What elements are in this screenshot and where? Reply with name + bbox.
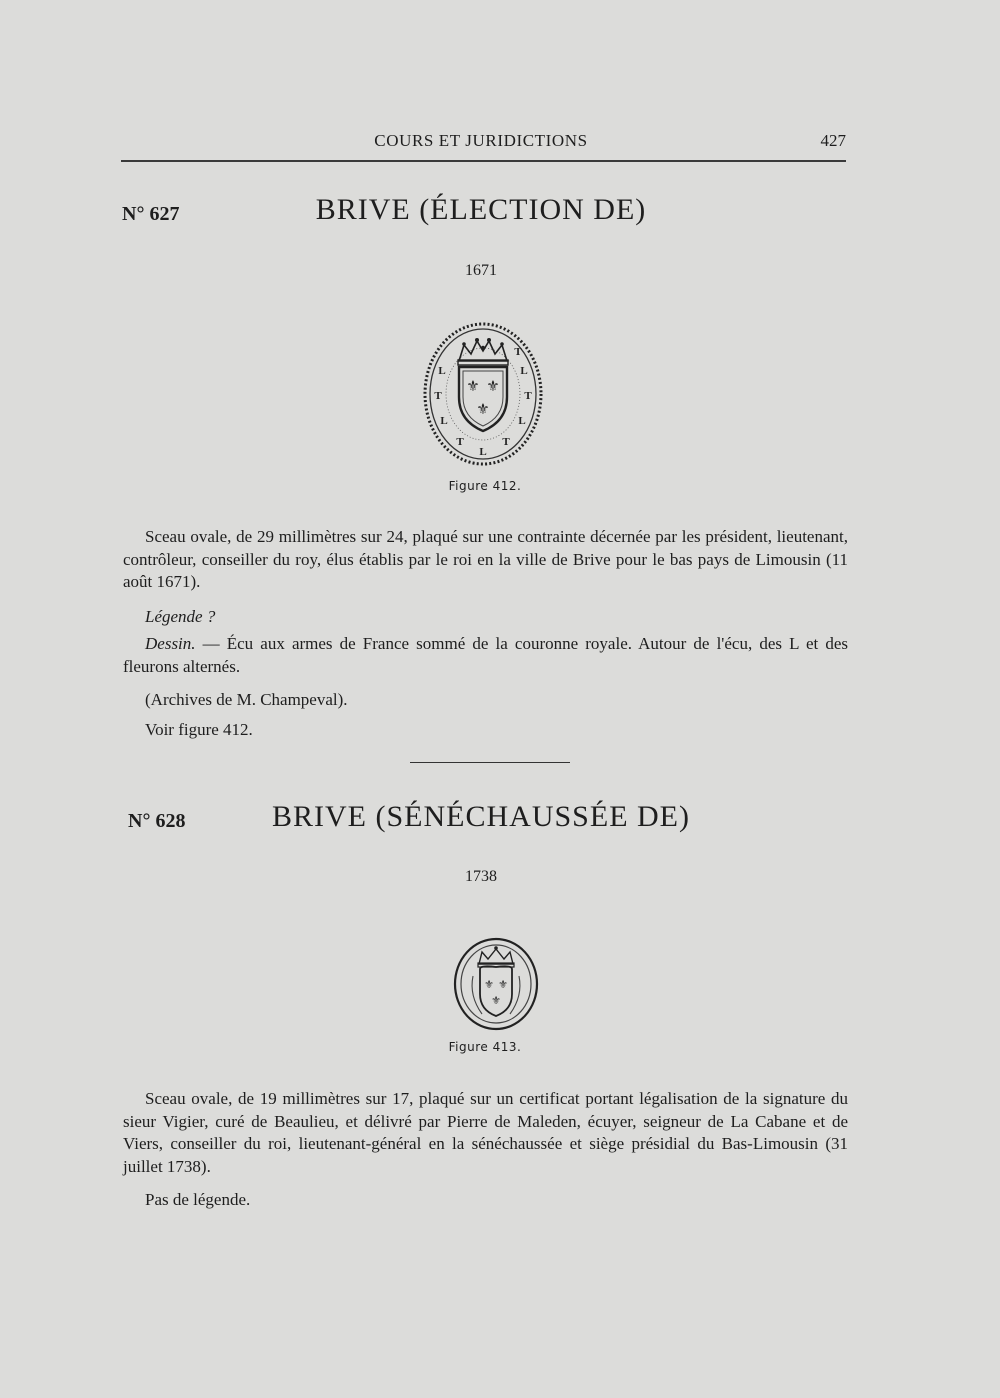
fleur-de-lis-icon bbox=[484, 978, 508, 1007]
running-title: COURS ET JURIDICTIONS bbox=[374, 131, 588, 150]
svg-text:⚜: ⚜ bbox=[484, 978, 494, 991]
seal-legend: Légende ? bbox=[145, 607, 216, 626]
seal-letter: T bbox=[502, 436, 510, 448]
page-number: 427 bbox=[820, 131, 846, 150]
svg-text:⚜: ⚜ bbox=[491, 994, 501, 1007]
svg-text:⚜: ⚜ bbox=[498, 978, 508, 991]
svg-text:⚜: ⚜ bbox=[486, 377, 500, 395]
entry-number: N° 627 bbox=[122, 203, 180, 225]
entry-year: 1671 bbox=[465, 262, 497, 279]
figure-caption: Figure 413. bbox=[448, 1040, 522, 1054]
seal-description: Sceau ovale, de 29 millimètres sur 24, plaqué sur une contrainte décernée par les président, lieutenant, contrôleur, conseiller du roy, élus établis par le roi en la ville de Brive pour le bas pays de Limousin (11 août 1671). bbox=[123, 527, 848, 591]
svg-text:⚜: ⚜ bbox=[476, 400, 490, 418]
drawing-label: Dessin. bbox=[145, 634, 196, 653]
seal-letter: L bbox=[518, 415, 526, 427]
crown-icon bbox=[478, 946, 514, 967]
header-rule bbox=[121, 160, 846, 162]
seal-letter: L bbox=[438, 365, 446, 377]
section-divider bbox=[410, 762, 570, 763]
seal-letter: T bbox=[456, 436, 464, 448]
seal-legend: Pas de légende. bbox=[145, 1190, 251, 1209]
see-figure: Voir figure 412. bbox=[145, 720, 253, 739]
seal-figure-413 bbox=[452, 936, 540, 1032]
seal-drawing bbox=[123, 633, 848, 678]
seal-letter: L bbox=[440, 415, 448, 427]
entry-title: BRIVE (ÉLECTION DE) bbox=[315, 193, 647, 226]
drawing-text: — Écu aux armes de France sommé de la couronne royale. Autour de l'écu, des L et des fleurons alternés. bbox=[123, 634, 848, 676]
svg-text:⚜: ⚜ bbox=[466, 377, 480, 395]
entry-title: BRIVE (SÉNÉCHAUSSÉE DE) bbox=[272, 800, 690, 833]
entry-year: 1738 bbox=[465, 868, 497, 885]
seal-letter: T bbox=[434, 390, 442, 402]
seal-letter: T bbox=[514, 346, 522, 358]
seal-letter: L bbox=[520, 365, 528, 377]
seal-description: Sceau ovale, de 19 millimètres sur 17, plaqué sur un certificat portant légalisation de la signature du sieur Vigier, curé de Beaulieu, et délivré par Pierre de Maleden, écuyer, seigneur de La Cabane et de Viers, conseiller du roi, lieutenant-général en la sénéchaussée et siège présidial du Bas-Limousin (31 juillet 1738). bbox=[123, 1089, 848, 1176]
seal-letter: L bbox=[479, 446, 487, 458]
seal-letter: T bbox=[524, 390, 532, 402]
seal-source: (Archives de M. Champeval). bbox=[145, 690, 348, 709]
entry-number: N° 628 bbox=[128, 810, 186, 832]
figure-caption: Figure 412. bbox=[448, 479, 522, 493]
fleur-de-lis-icon bbox=[466, 377, 499, 418]
crown-icon bbox=[458, 338, 508, 365]
seal-figure-412 bbox=[422, 321, 544, 467]
